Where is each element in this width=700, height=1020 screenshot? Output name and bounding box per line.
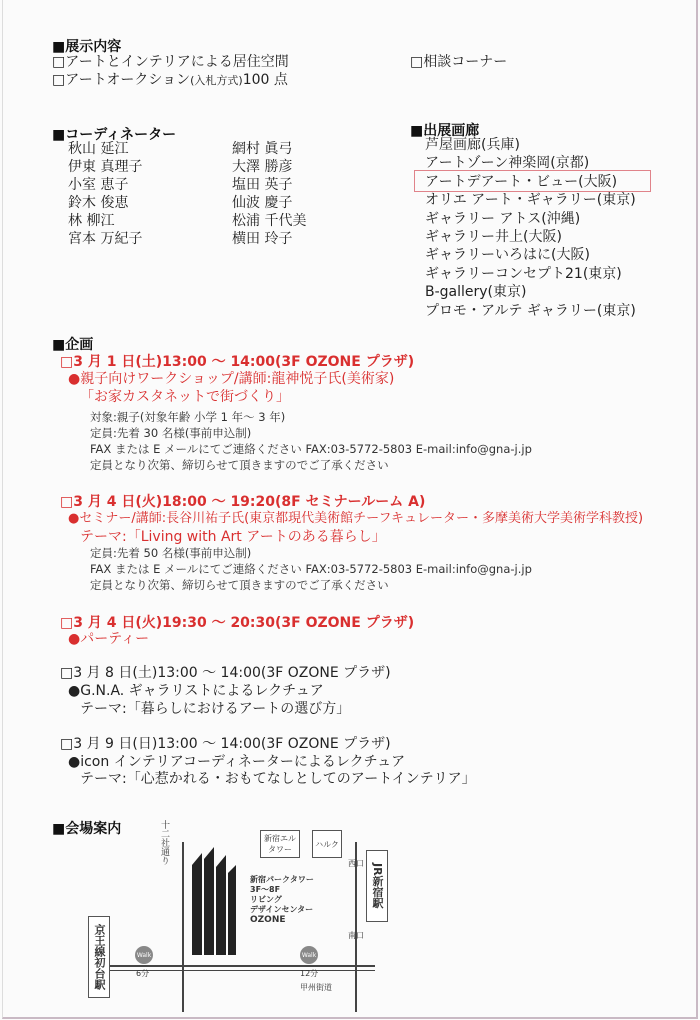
coordinator-name: 塩田 英子 [232, 177, 293, 193]
gallery-item: ギャラリーいろはに(大阪) [425, 247, 590, 264]
venue-map [50, 820, 450, 1015]
coordinators-heading: ■コーディネーター [52, 127, 177, 143]
gallery-item: オリエ アート・ギャラリー(東京) [425, 192, 636, 209]
consult-corner: □相談コーナー [410, 54, 508, 70]
event5-theme: テーマ:「心惹かれる・おもてなしとしてのアートインテリア」 [80, 771, 476, 787]
gallery-list [425, 136, 636, 320]
event1-title: ●親子向けワークショップ/講師:龍神悦子氏(美術家) [68, 371, 395, 387]
galleries-heading: ■出展画廊 [410, 123, 480, 139]
road-koshu-bottom [90, 970, 375, 971]
event4-title: ●G.N.A. ギャラリストによるレクチュア [68, 683, 324, 699]
event2-details [90, 545, 532, 593]
gallery-item: 芦屋画廊(兵庫) [425, 137, 520, 153]
coordinator-name: 小室 恵子 [68, 177, 129, 193]
building-halc: ハルク [312, 830, 342, 858]
walk-12-label: 12分 [300, 969, 319, 978]
road-juniso [182, 842, 184, 1012]
coordinator-name: 仙波 慶子 [232, 195, 293, 211]
exhibit-heading: ■展示内容 [52, 39, 122, 55]
event2-theme: テーマ:「Living with Art アートのある暮らし」 [80, 529, 386, 545]
event1-date: □3 月 1 日(土)13:00 ～ 14:00(3F OZONE プラザ) [60, 354, 415, 370]
coordinator-name: 横田 玲子 [232, 231, 293, 247]
coordinator-name: 大澤 勝彦 [232, 159, 293, 175]
coordinator-name: 伊東 真理子 [68, 159, 143, 175]
coordinator-name: 林 柳江 [68, 213, 115, 229]
event2-detail: 定員:先着 50 名様(事前申込制) [90, 546, 252, 560]
gallery-item: ギャラリー井上(大阪) [425, 229, 562, 246]
event5-title: ●icon インテリアコーディネーターによるレクチュア [68, 754, 406, 770]
gallery-item: プロモ・アルテ ギャラリー(東京) [425, 302, 636, 319]
park-tower-label: 新宿パークタワー 3F～8F リビング デザインセンター OZONE [250, 875, 314, 925]
gallery-item: ギャラリー アトス(沖縄) [425, 210, 581, 227]
event1-detail: 対象:親子(対象年齢 小学 1 年～ 3 年) [90, 410, 286, 424]
event2-title: ●セミナー/講師:長谷川祐子氏(東京都現代美術館チーフキュレーター・多摩美術大学美術学科教授) [68, 511, 644, 526]
gallery-item-highlighted: アートデアート・ビュー(大阪) [425, 173, 618, 190]
plan-heading: ■企画 [52, 337, 94, 353]
coordinators-col2 [232, 140, 306, 248]
jr-shinjuku-station: JR新宿駅 [366, 850, 388, 922]
gallery-item: B-gallery(東京) [425, 284, 527, 301]
south-exit-label: 南口 [348, 931, 364, 940]
event2-detail: 定員となり次第、締切らせて頂きますのでご了承ください [90, 578, 389, 592]
west-exit-label: 西口 [348, 859, 364, 868]
event2-detail: FAX または E メールにてご連絡ください FAX:03-5772-5803 E-mail:info@gna-j.jp [90, 562, 532, 576]
event4-date: □3 月 8 日(土)13:00 ～ 14:00(3F OZONE プラザ) [60, 665, 391, 681]
coordinator-name: 網村 眞弓 [232, 141, 293, 157]
event1-detail: 定員となり次第、締切らせて頂きますのでご了承ください [90, 458, 389, 472]
event1-details [90, 409, 532, 473]
walk-6-label: 6分 [136, 969, 150, 978]
coordinator-name: 鈴木 俊恵 [68, 195, 129, 211]
exhibit-item-1: □アートとインテリアによる居住空間 [52, 54, 289, 70]
event5-date: □3 月 9 日(日)13:00 ～ 14:00(3F OZONE プラザ) [60, 736, 391, 752]
venue-heading: ■会場案内 [52, 821, 122, 837]
event1-theme: 「お家カスタネットで街づくり」 [80, 389, 290, 405]
coordinators-col1 [68, 140, 142, 248]
event1-detail: FAX または E メールにてご連絡ください FAX:03-5772-5803 E-mail:info@gna-j.jp [90, 442, 532, 456]
koshu-kaido-label: 甲州街道 [300, 983, 332, 992]
walk-icon: Walk [135, 946, 153, 964]
street-juniso-label: 十二社通り [159, 820, 169, 865]
gallery-item: アートゾーン神楽岡(京都) [425, 155, 590, 172]
coordinator-name: 松浦 千代美 [232, 213, 307, 229]
exhibit-item-2: □アートオークション(入札方式)100 点 [52, 72, 288, 88]
building-eltower: 新宿エルタワー [260, 830, 300, 858]
keio-hatsudai-station: 京王線初台駅 [88, 916, 110, 998]
event2-date: □3 月 4 日(火)18:00 ～ 19:20(8F セミナールーム A) [60, 494, 426, 510]
coordinator-name: 宮本 万紀子 [68, 231, 143, 247]
event3-date: □3 月 4 日(火)19:30 ～ 20:30(3F OZONE プラザ) [60, 615, 415, 631]
gallery-item: ギャラリーコンセプト21(東京) [425, 265, 622, 282]
event1-detail: 定員:先着 30 名様(事前申込制) [90, 426, 252, 440]
road-koshu-top [90, 965, 375, 967]
event4-theme: テーマ:「暮らしにおけるアートの選び方」 [80, 701, 351, 717]
walk-icon: Walk [300, 946, 318, 964]
event3-title: ●パーティー [68, 631, 150, 647]
coordinator-name: 秋山 延江 [68, 141, 129, 157]
park-tower-icon [190, 845, 240, 955]
